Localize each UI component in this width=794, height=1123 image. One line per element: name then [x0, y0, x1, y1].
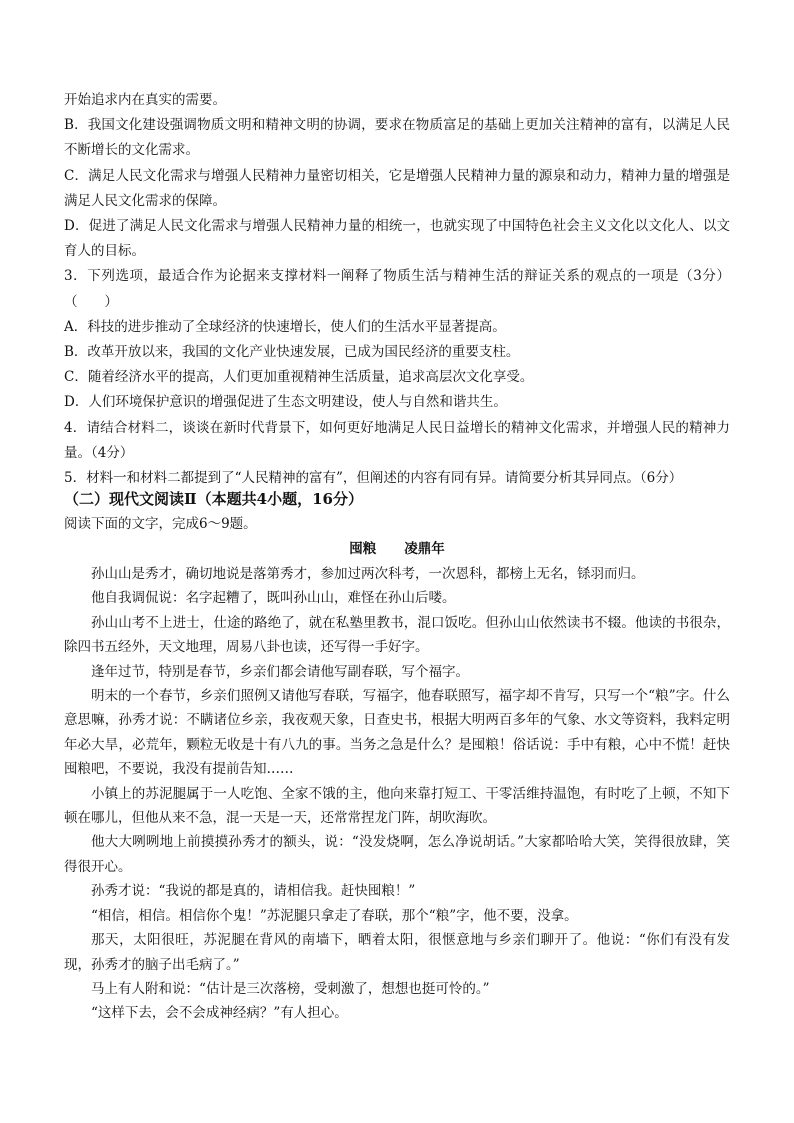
reading-instruction: 阅读下面的文字，完成6～9题。 — [64, 516, 257, 532]
question-3: 3．下列选项，最适合作为论据来支撑材料一阐释了物质生活与精神生活的辩证关系的观点的一项是（3分）（ ） — [64, 268, 730, 310]
story-paragraph: “这样下去，会不会成神经病？”有人担心。 — [91, 1005, 348, 1022]
story-paragraph: 他自我调侃说：名字起糟了，既叫孙山山，难怪在孙山后喽。 — [91, 590, 456, 607]
story-body — [64, 562, 730, 1026]
story-title-row — [64, 537, 730, 562]
section-heading: （二）现代文阅读Ⅱ（本题共4小题，16分） — [64, 490, 363, 508]
story-paragraph: 那天，太阳很旺，苏泥腿在背风的南墙下，晒着太阳，很惬意地与乡亲们聊开了。他说：“你们有没有发现，孙秀才的脑子出毛病了。” — [64, 932, 730, 973]
option-c: C．随着经济水平的提高，人们更加重视精神生活质量，追求高层次文化享受。 — [64, 369, 534, 386]
story-title: 囤粮 — [349, 541, 377, 557]
story-paragraph: 孙山山是秀才，确切地说是落第秀才，参加过两次科考，一次恩科，都榜上无名，铩羽而归。 — [91, 566, 645, 582]
story-paragraph: 马上有人附和说：“估计是三次落榜，受刺激了，想想也挺可怜的。” — [91, 980, 490, 997]
story-paragraph: “相信，相信。相信你个鬼！”苏泥腿只拿走了春联，那个“粮”字，他不要，没拿。 — [91, 907, 578, 924]
story-paragraph: 逢年过节，特别是春节，乡亲们都会请他写副春联，写个福字。 — [91, 663, 469, 680]
story-paragraph: 孙秀才说：“我说的都是真的，请相信我。赶快囤粮！” — [91, 883, 416, 900]
story-author: 凌鼎年 — [404, 541, 445, 557]
option-a: A．科技的进步推动了全球经济的快速增长，使人们的生活水平显著提高。 — [64, 318, 506, 335]
story-paragraph: 明末的一个春节，乡亲们照例又请他写春联，写福字，他春联照写，福字却不肯写，只写一个“粮”字。什么意思嘛，孙秀才说：不瞒诸位乡亲，我夜观天象，日查史书，根据大明两百多年的气象、水文等资料，我料定明年必大旱，必荒年，颗粒无收是十有八九的事。当务之急是什么？是囤粮！俗话说：手中有粮，心中不慌！赶快囤粮吧，不要说，我没有提前告知…… — [64, 688, 730, 778]
paragraph: 开始追求内在真实的需要。 — [64, 92, 226, 108]
question-section — [64, 88, 730, 491]
option-d: D．促进了满足人民文化需求与增强人民精神力量的相统一，也就实现了中国特色社会主义文化以文化人、以文育人的目标。 — [64, 218, 730, 260]
option-c: C．满足人民文化需求与增强人民精神力量密切相关，它是增强人民精神力量的源泉和动力，精神力量的增强是满足人民文化需求的保障。 — [64, 167, 730, 209]
option-b: B．改革开放以来，我国的文化产业快速发展，已成为国民经济的重要支柱。 — [64, 344, 520, 361]
story-paragraph: 孙山山考不上进士，仕途的路绝了，就在私塾里教书，混口饭吃。但孙山山依然读书不辍。他读的书很杂，除四书五经外，天文地理，周易八卦也读，还写得一手好字。 — [64, 614, 730, 656]
question-4: 4．请结合材料二，谈谈在新时代背景下，如何更好地满足人民日益增长的精神文化需求，并增强人民的精神力量。（4分） — [64, 419, 730, 461]
story-paragraph: 他大大咧咧地上前摸摸孙秀才的额头，说：“没发烧啊，怎么净说胡话。”大家都哈哈大笑，笑得很放肆，笑得很开心。 — [64, 834, 730, 875]
story-paragraph: 小镇上的苏泥腿属于一人吃饱、全家不饿的主，他向来靠打短工、干零活维持温饱，有时吃了上顿，不知下顿在哪儿，但他从来不急，混一天是一天，还常常捏龙门阵，胡吹海吹。 — [64, 785, 730, 827]
option-b: B．我国文化建设强调物质文明和精神文明的协调，要求在物质富足的基础上更加关注精神的富有，以满足人民不断增长的文化需求。 — [64, 117, 730, 159]
question-5: 5．材料一和材料二都提到了“人民精神的富有”，但阐述的内容有同有异。请简要分析其异同点。（6分） — [64, 470, 683, 487]
option-d: D．人们环境保护意识的增强促进了生态文明建设，使人与自然和谐共生。 — [64, 394, 507, 411]
